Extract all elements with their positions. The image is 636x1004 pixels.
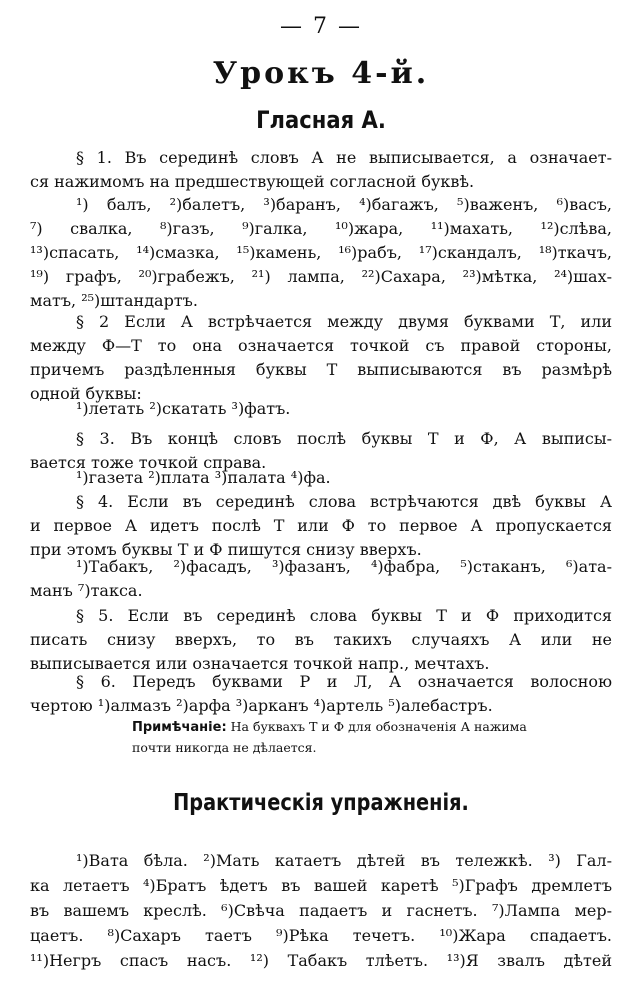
text-line: между Ф—Т то она означается точкой съ правой стороны, bbox=[30, 336, 612, 355]
text-line: цаетъ. ⁸)Сахаръ таетъ ⁹)Рѣка течетъ. ¹⁰)Жара спадаетъ. bbox=[30, 926, 612, 945]
text-line: причемъ раздѣленныя буквы Т выписываются въ размѣрѣ bbox=[30, 360, 612, 379]
book-page bbox=[30, 0, 612, 1004]
text-line: ¹³)спасать, ¹⁴)смазка, ¹⁵)камень, ¹⁶)рабъ, ¹⁷)скандалъ, ¹⁸)ткачъ, bbox=[30, 243, 612, 262]
exercises bbox=[30, 848, 612, 973]
text-line: матъ, ²⁵)штандартъ. bbox=[30, 291, 198, 310]
paragraph-section-2 bbox=[30, 310, 612, 406]
page-number: — 7 — bbox=[280, 14, 362, 39]
text-line: вается тоже точкой справа. bbox=[30, 453, 267, 472]
text-line: чертою ¹)алмазъ ²)арфа ³)арканъ ⁴)артель ⁵)алебастръ. bbox=[30, 696, 493, 715]
text-line: ¹)летать ²)скатать ³)фатъ. bbox=[76, 399, 291, 418]
text-line: выписывается или означается точкой напр., мечтахъ. bbox=[30, 654, 490, 673]
note-label: Примѣчаніе: bbox=[132, 720, 227, 735]
lesson-subtitle: Гласная А. bbox=[256, 106, 386, 134]
paragraph-section-4 bbox=[30, 490, 612, 562]
paragraph-section-5 bbox=[30, 604, 612, 676]
text-line: § 5. Если въ серединѣ слова буквы Т и Ф приходится bbox=[76, 606, 612, 625]
text-line: § 2 Если А встрѣчается между двумя буквами Т, или bbox=[76, 312, 612, 331]
text-line: ¹) балъ, ²)балетъ, ³)баранъ, ⁴)багажъ, ⁵)важенъ, ⁶)васъ, bbox=[76, 195, 612, 214]
text-line: ¹)Табакъ, ²)фасадъ, ³)фазанъ, ⁴)фабра, ⁵)стаканъ, ⁶)ата- bbox=[76, 557, 612, 576]
paragraph-section-1 bbox=[30, 146, 612, 194]
lesson-title: Урокъ 4-й. bbox=[212, 56, 430, 91]
text-line: § 4. Если въ серединѣ слова встрѣчаются двѣ буквы А bbox=[76, 492, 612, 511]
text-line: ка летаетъ ⁴)Братъ ѣдетъ въ вашей каретѣ ⁵)Графъ дремлетъ bbox=[30, 876, 612, 895]
section-title: Практическія упражненія. bbox=[173, 790, 469, 816]
note bbox=[132, 717, 612, 758]
text-line: одной буквы: bbox=[30, 384, 142, 403]
text-line: ⁷) свалка, ⁸)газъ, ⁹)галка, ¹⁰)жара, ¹¹)махать, ¹²)слѣва, bbox=[30, 219, 612, 238]
word-list-3 bbox=[30, 466, 612, 490]
text-line: § 6. Передъ буквами Р и Л, А означается волосною bbox=[76, 672, 612, 691]
text-line: писать снизу вверхъ, то въ такихъ случаяхъ А или не bbox=[30, 630, 612, 649]
word-list-4 bbox=[30, 555, 612, 603]
note-text: На буквахъ Т и Ф для обозначенія А нажима bbox=[230, 719, 527, 734]
text-line: при этомъ буквы Т и Ф пишутся снизу вверхъ. bbox=[30, 540, 422, 559]
text-line: и первое А идетъ послѣ Т или Ф то первое А пропускается bbox=[30, 516, 612, 535]
text-line: манъ ⁷)такса. bbox=[30, 581, 143, 600]
word-list-2 bbox=[30, 397, 612, 421]
word-list-1 bbox=[30, 193, 612, 313]
note-line-1 bbox=[132, 717, 612, 738]
text-line: ¹¹)Негръ спасъ насъ. ¹²) Табакъ тлѣетъ. ¹³)Я звалъ дѣтей bbox=[30, 951, 612, 970]
text-line: § 3. Въ концѣ словъ послѣ буквы Т и Ф, А выписы- bbox=[76, 429, 612, 448]
note-line-2: почти никогда не дѣлается. bbox=[132, 740, 317, 755]
text-line: ¹)Вата бѣла. ²)Мать катаетъ дѣтей въ тележкѣ. ³) Гал- bbox=[76, 851, 612, 870]
text-line: ся нажимомъ на предшествующей согласной буквѣ. bbox=[30, 172, 475, 191]
text-line: § 1. Въ серединѣ словъ А не выписывается, а означает- bbox=[76, 148, 612, 167]
text-line: ¹⁹) графъ, ²⁰)грабежъ, ²¹) лампа, ²²)Сахара, ²³)мѣтка, ²⁴)шах- bbox=[30, 267, 612, 286]
text-line: въ вашемъ креслѣ. ⁶)Свѣча падаетъ и гаснетъ. ⁷)Лампа мер- bbox=[30, 901, 612, 920]
text-line: ¹)газета ²)плата ³)палата ⁴)фа. bbox=[76, 468, 331, 487]
paragraph-section-6 bbox=[30, 670, 612, 718]
